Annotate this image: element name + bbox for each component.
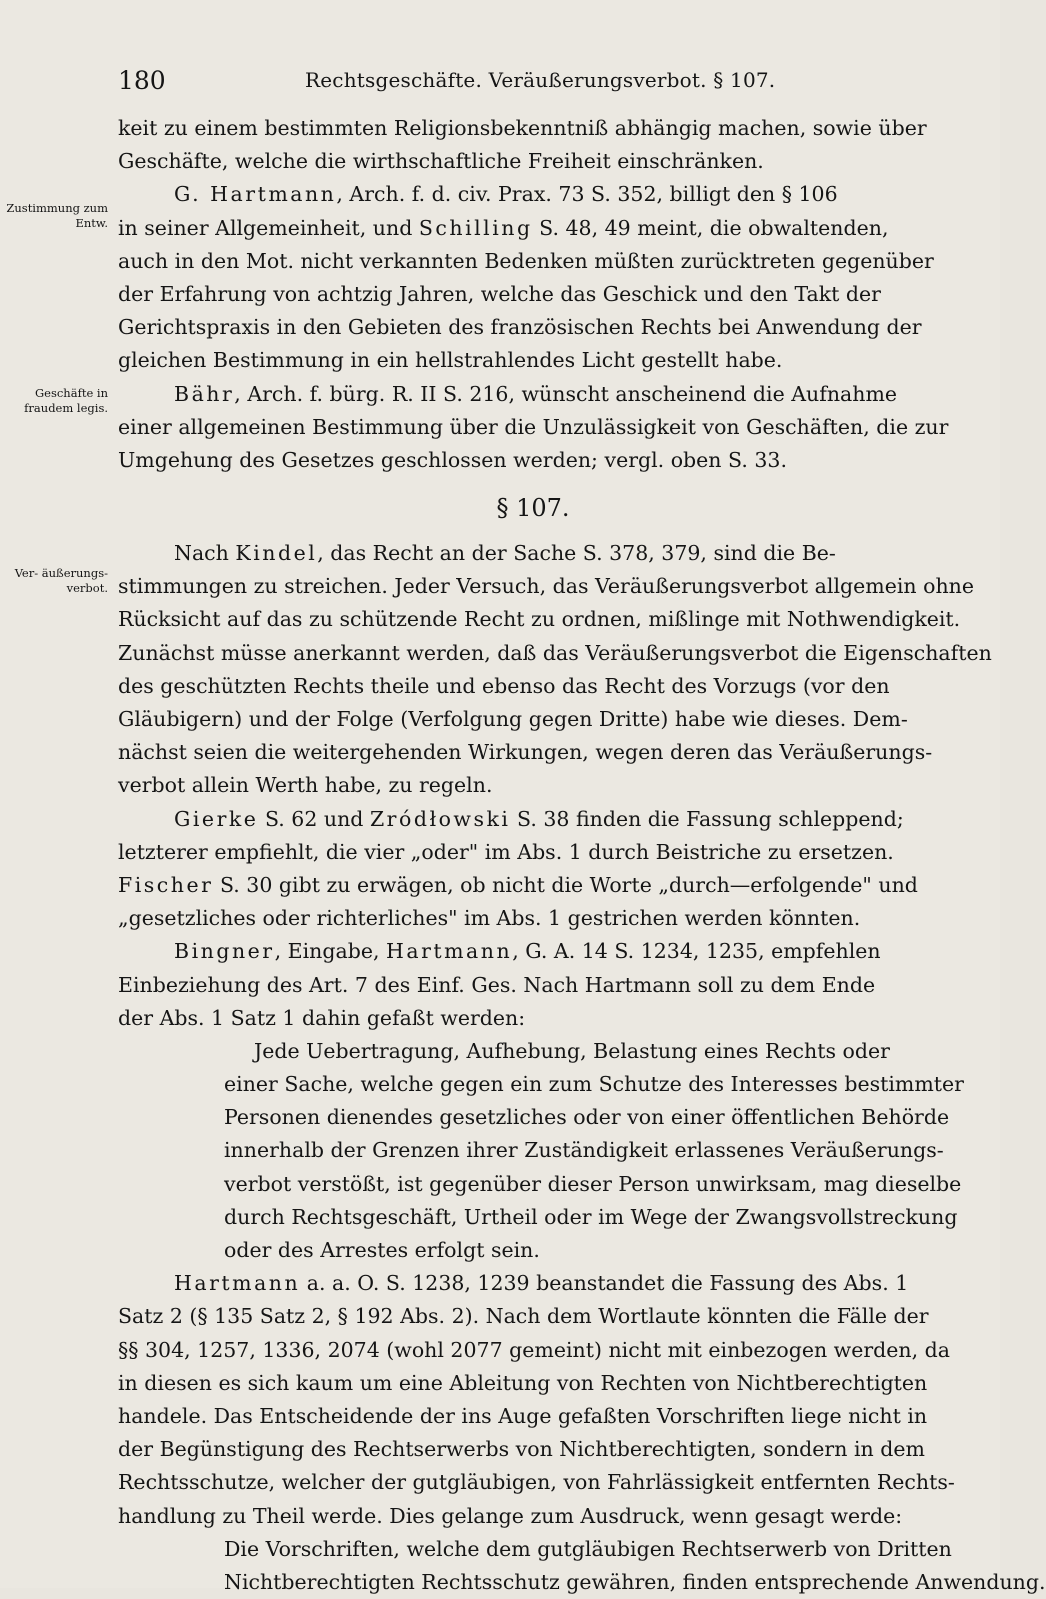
text-line: Rechtsschutze, welcher der gutgläubigen, von Fahrlässigkeit entfernten Rechts- xyxy=(118,1470,955,1495)
text-span: S. 48, 49 meint, die obwaltenden, xyxy=(532,215,889,240)
author-name: Bingner xyxy=(174,939,275,964)
text-line xyxy=(118,1267,948,1300)
text-span: Nach xyxy=(174,541,236,566)
text-line xyxy=(118,537,948,570)
text-line: Umgehung des Gesetzes geschlossen werden; vergl. oben S. 33. xyxy=(118,447,787,472)
text-line: Zunächst müsse anerkannt werden, daß das Veräußerungsverbot die Eigenschaften xyxy=(118,640,992,665)
margin-note-zustimmung: Zustimmung zum Entw. xyxy=(6,201,108,230)
quote-line: verbot verstößt, ist gegenüber dieser Person unwirksam, mag dieselbe xyxy=(224,1171,962,1196)
text-line: §§ 304, 1257, 1336, 2074 (wohl 2077 gemeint) nicht mit einbezogen werden, da xyxy=(118,1337,950,1362)
margin-note-fraudem-legis: Geschäfte in fraudem legis. xyxy=(24,386,108,415)
text-line: Geschäfte, welche die wirthschaftliche Freiheit einschränken. xyxy=(118,149,764,174)
text-line: einer allgemeinen Bestimmung über die Unzulässigkeit von Geschäften, die zur xyxy=(118,414,949,439)
text-line xyxy=(118,803,948,836)
margin-note-veraeusserungsverbot: Ver- äußerungs- verbot. xyxy=(14,566,108,595)
text-line: Satz 2 (§ 135 Satz 2, § 192 Abs. 2). Nach dem Wortlaute könnten die Fälle der xyxy=(118,1304,929,1329)
quote-line: oder des Arrestes erfolgt sein. xyxy=(224,1238,540,1262)
text-line: nächst seien die weitergehenden Wirkungen, wegen deren das Veräußerungs- xyxy=(118,740,933,765)
author-name: G. Hartmann xyxy=(174,182,337,207)
text-line: auch in den Mot. nicht verkannten Bedenken müßten zurücktreten gegenüber xyxy=(118,248,934,273)
running-head: Rechtsgeschäfte. Veräußerungsverbot. § 107. xyxy=(305,68,776,92)
author-name: Schilling xyxy=(418,215,533,240)
text-line: des geschützten Rechts theile und ebenso das Recht des Vorzugs (vor den xyxy=(118,673,890,698)
author-name: Hartmann xyxy=(385,939,513,964)
text-span: , Arch. f. bürg. R. II S. 216, wünscht anscheinend die Aufnahme xyxy=(234,381,898,406)
text-line: handlung zu Theil werde. Dies gelange zum Ausdruck, wenn gesagt werde: xyxy=(118,1503,903,1528)
text-line: stimmungen zu streichen. Jeder Versuch, das Veräußerungsverbot allgemein ohne xyxy=(118,574,974,599)
quote-line: Personen dienendes gesetzliches oder von einer öffentlichen Behörde xyxy=(224,1105,950,1130)
text-span: a. a. O. S. 1238, 1239 beanstandet die Fassung des Abs. 1 xyxy=(300,1271,909,1296)
text-line xyxy=(118,378,948,411)
text-line: keit zu einem bestimmten Religionsbekenntniß abhängig machen, sowie über xyxy=(118,116,927,140)
text-span: S. 30 gibt zu erwägen, ob nicht die Worte „durch—erfolgende" und xyxy=(213,872,918,897)
text-line: der Begünstigung des Rechtserwerbs von Nichtberechtigten, sondern in dem xyxy=(118,1437,925,1462)
quote-line: einer Sache, welche gegen ein zum Schutze des Interesses bestimmter xyxy=(224,1072,964,1097)
text-line xyxy=(118,869,948,902)
author-name: Zródłowski xyxy=(369,806,511,831)
quote-line: innerhalb der Grenzen ihrer Zuständigkeit erlassenes Veräußerungs- xyxy=(224,1138,944,1163)
text-line: Gerichtspraxis in den Gebieten des französischen Rechts bei Anwendung der xyxy=(118,315,922,340)
text-span: , Arch. f. d. civ. Prax. 73 S. 352, billigt den § 106 xyxy=(336,182,838,207)
quote-line: Die Vorschriften, welche dem gutgläubigen Rechtserwerb von Dritten xyxy=(224,1536,952,1561)
quote-line: Nichtberechtigten Rechtsschutz gewähren, finden entsprechende Anwendung. xyxy=(224,1569,1046,1594)
text-line: der Erfahrung von achtzig Jahren, welche das Geschick und den Takt der xyxy=(118,281,881,306)
text-span: S. 62 und xyxy=(258,806,370,831)
author-name: Fischer xyxy=(118,872,214,897)
page-number: 180 xyxy=(118,66,166,95)
text-line: Gläubigern) und der Folge (Verfolgung gegen Dritte) habe wie dieses. Dem- xyxy=(118,707,908,731)
text-line: Rücksicht auf das zu schützende Recht zu ordnen, mißlinge mit Nothwendigkeit. xyxy=(118,607,961,632)
quote-line: durch Rechtsgeschäft, Urtheil oder im Wege der Zwangsvollstreckung xyxy=(224,1204,958,1229)
text-line: Einbeziehung des Art. 7 des Einf. Ges. Nach Hartmann soll zu dem Ende xyxy=(118,972,876,997)
text-span: in seiner Allgemeinheit, und xyxy=(118,215,419,240)
author-name: Hartmann xyxy=(174,1271,301,1296)
text-line: gleichen Bestimmung in ein hellstrahlendes Licht gestellt habe. xyxy=(118,348,783,373)
text-line xyxy=(118,212,948,245)
author-name: Gierke xyxy=(174,806,259,831)
text-line: handele. Das Entscheidende der ins Auge gefaßten Vorschriften liege nicht in xyxy=(118,1403,928,1428)
quote-line: Jede Uebertragung, Aufhebung, Belastung eines Rechts oder xyxy=(254,1038,890,1063)
text-line: verbot allein Werth habe, zu regeln. xyxy=(118,773,493,798)
author-name: Bähr xyxy=(174,381,235,406)
margin-notes xyxy=(0,0,112,1588)
author-name: Kindel xyxy=(235,541,318,566)
text-span: , Eingabe, xyxy=(274,939,386,964)
text-line xyxy=(118,935,948,968)
text-line: in diesen es sich kaum um eine Ableitung von Rechten von Nichtberechtigten xyxy=(118,1370,928,1395)
text-span: S. 38 finden die Fassung schleppend; xyxy=(510,806,904,831)
text-line xyxy=(118,178,948,211)
text-line: „gesetzliches oder richterliches" im Abs. 1 gestrichen werden könnten. xyxy=(118,906,861,931)
text-span: , G. A. 14 S. 1234, 1235, empfehlen xyxy=(512,939,881,964)
section-heading: § 107. xyxy=(496,494,570,523)
text-line: letzterer empfiehlt, die vier „oder" im Abs. 1 durch Beistriche zu ersetzen. xyxy=(118,839,894,864)
text-line: der Abs. 1 Satz 1 dahin gefaßt werden: xyxy=(118,1005,526,1030)
main-text xyxy=(118,112,1046,1599)
text-span: , das Recht an der Sache S. 378, 379, sind die Be- xyxy=(317,541,836,566)
page-header xyxy=(0,62,1000,102)
